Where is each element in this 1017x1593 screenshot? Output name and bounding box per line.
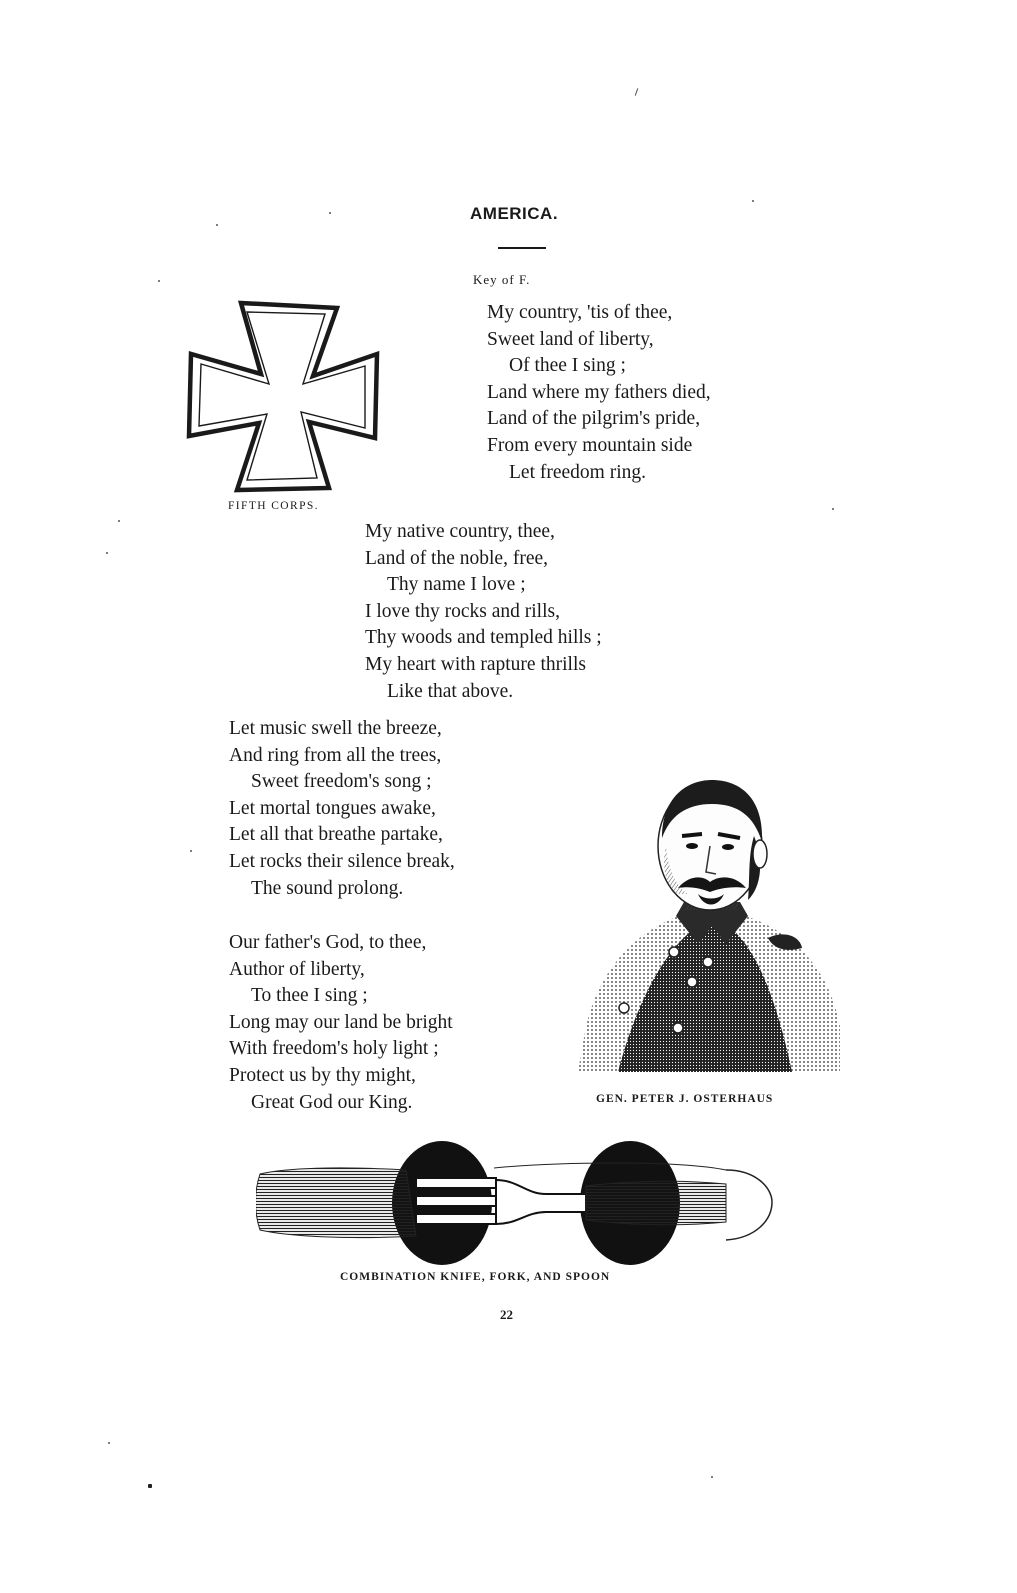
verse-line: Author of liberty, xyxy=(229,958,365,980)
verse-line: Let all that breathe partake, xyxy=(229,824,443,846)
scan-speck xyxy=(635,88,639,96)
verse-line: Land where my fathers died, xyxy=(487,381,711,403)
general-portrait-image xyxy=(578,776,844,1072)
utensil-caption: COMBINATION KNIFE, FORK, AND SPOON xyxy=(340,1271,611,1283)
page-title: AMERICA. xyxy=(470,204,559,223)
scan-speck xyxy=(711,1476,713,1478)
verse-line: My country, 'tis of thee, xyxy=(487,302,673,323)
stanza-1 xyxy=(487,300,711,486)
general-portrait-caption: GEN. PETER J. OSTERHAUS xyxy=(596,1093,774,1105)
key-signature: Key of F. xyxy=(473,272,531,287)
verse-line: To thee I sing ; xyxy=(251,985,368,1007)
verse-line: And ring from all the trees, xyxy=(229,744,442,766)
verse-line: Sweet freedom's song ; xyxy=(251,771,432,793)
scan-speck xyxy=(148,1484,152,1488)
verse-line: My heart with rapture thrills xyxy=(365,653,586,675)
fifth-corps-caption: FIFTH CORPS. xyxy=(228,500,319,512)
scan-speck xyxy=(752,200,754,202)
verse-line: From every mountain side xyxy=(487,434,693,456)
fifth-corps-badge-image xyxy=(185,296,381,496)
verse-line: Of thee I sing ; xyxy=(509,355,626,377)
verse-line: Land of the noble, free, xyxy=(365,547,549,569)
verse-line: Land of the pilgrim's pride, xyxy=(487,408,701,430)
stanza-3 xyxy=(229,716,455,902)
verse-line: Let freedom ring. xyxy=(509,461,646,483)
verse-line: Protect us by thy might, xyxy=(229,1064,416,1086)
verse-line: Like that above. xyxy=(387,680,514,702)
scan-speck xyxy=(190,850,192,852)
verse-line: Let mortal tongues awake, xyxy=(229,797,436,819)
verse-line: Long may our land be bright xyxy=(229,1011,453,1033)
scan-speck xyxy=(158,280,160,282)
scan-speck xyxy=(106,552,108,554)
title-rule xyxy=(498,247,546,249)
scan-speck xyxy=(118,520,120,522)
scan-speck xyxy=(216,224,218,226)
verse-line: Let music swell the breeze, xyxy=(229,718,442,739)
scan-speck xyxy=(329,212,331,214)
page-number: 22 xyxy=(500,1307,513,1322)
scan-speck xyxy=(832,508,834,510)
verse-line: Thy woods and templed hills ; xyxy=(365,627,602,649)
verse-line: My native country, thee, xyxy=(365,521,555,542)
utensil-illustration-image xyxy=(256,1140,776,1266)
verse-line: The sound prolong. xyxy=(251,877,404,899)
verse-line: Let rocks their silence break, xyxy=(229,850,455,872)
scan-speck xyxy=(108,1442,110,1444)
verse-line: Great God our King. xyxy=(251,1091,413,1113)
stanza-4 xyxy=(229,930,453,1116)
verse-line: Our father's God, to thee, xyxy=(229,932,427,953)
verse-line: I love thy rocks and rills, xyxy=(365,600,560,622)
stanza-2 xyxy=(365,519,602,705)
verse-line: Thy name I love ; xyxy=(387,574,526,596)
verse-line: Sweet land of liberty, xyxy=(487,328,654,350)
verse-line: With freedom's holy light ; xyxy=(229,1038,439,1060)
